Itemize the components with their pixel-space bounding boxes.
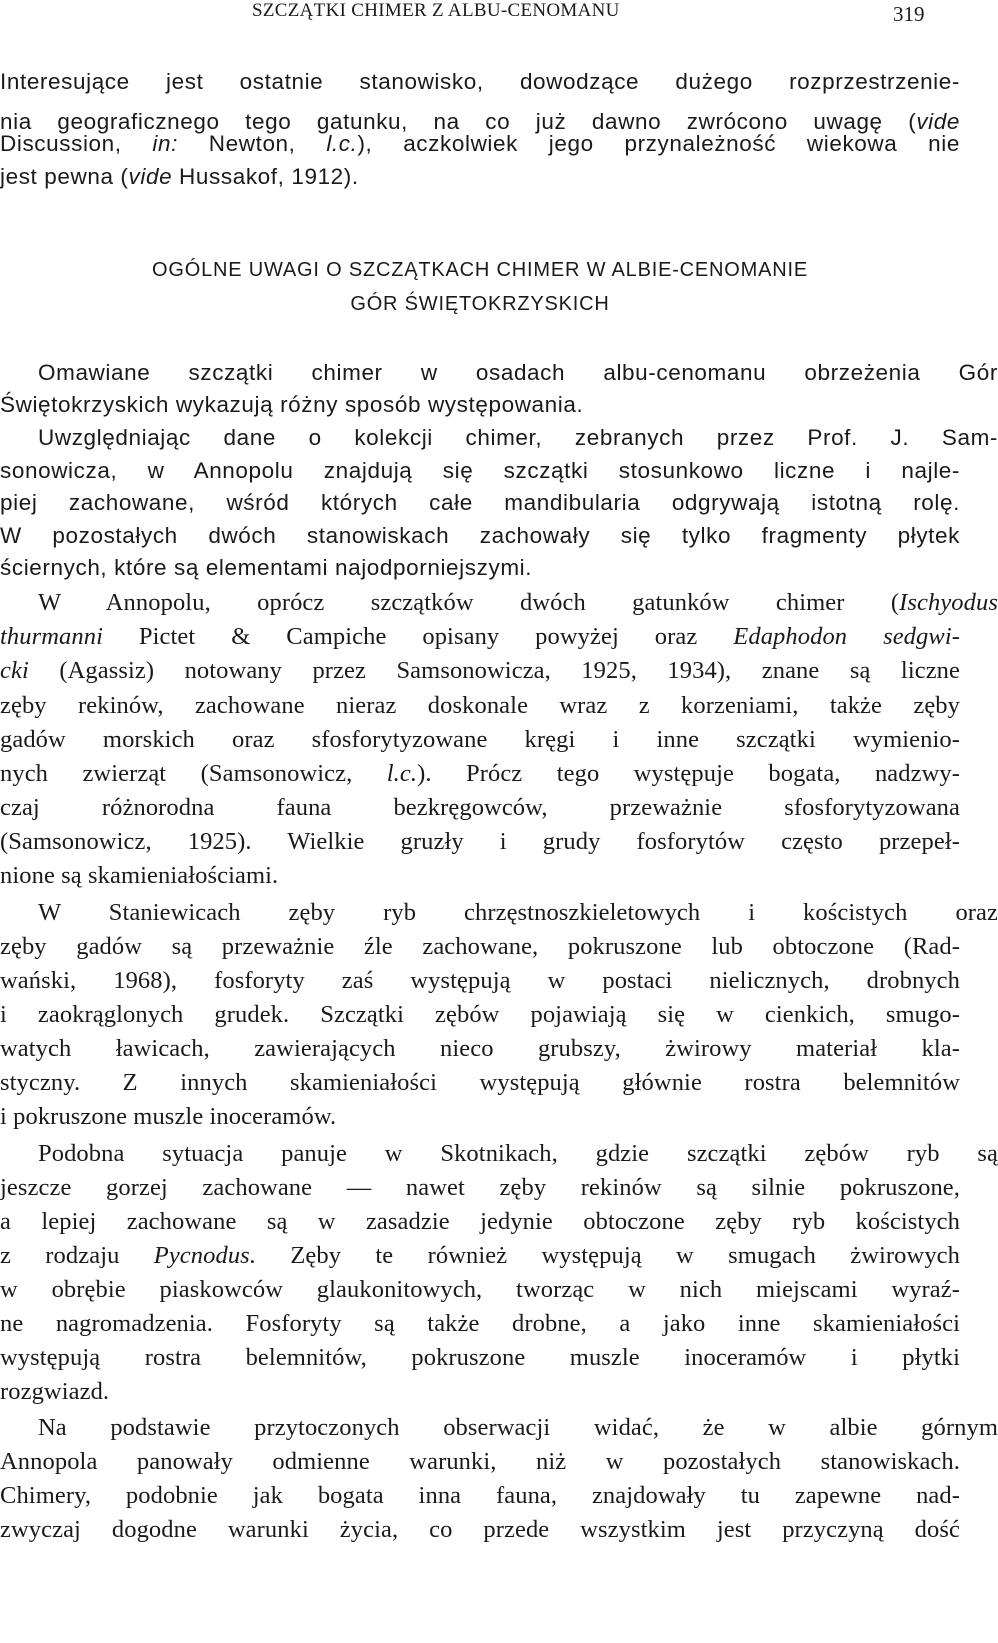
- text-line: występują rostra belemnitów, pokruszone muszle inoceramów i płytki: [0, 1344, 960, 1371]
- text-line: jeszcze gorzej zachowane — nawet zęby rekinów są silnie pokruszone,: [0, 1174, 960, 1201]
- text-line: Interesujące jest ostatnie stanowisko, dowodzące dużego rozprzestrzenie-: [0, 69, 960, 94]
- text-line: (Samsonowicz, 1925). Wielkie gruzły i grudy fosforytów często przepeł-: [0, 828, 960, 855]
- text-line: Na podstawie przytoczonych obserwacji widać, że w albie górnym: [38, 1414, 998, 1441]
- text-line: nia geograficznego tego gatunku, na co już dawno zwrócono uwagę (vide: [0, 109, 960, 134]
- text-line: Discussion, in: Newton, l.c.), aczkolwiek jego przynależność wiekowa nie: [0, 131, 960, 156]
- text-line: gadów morskich oraz sfosforytyzowane kręgi i inne szczątki wymienio-: [0, 726, 960, 753]
- text-line: sonowicza, w Annopolu znajdują się szczątki stosunkowo liczne i najle-: [0, 458, 960, 483]
- italic-term: l.c.: [326, 131, 358, 156]
- text-line: Omawiane szczątki chimer w osadach albu-cenomanu obrzeżenia Gór: [38, 360, 998, 385]
- text-line: z rodzaju Pycnodus. Zęby te również występują w smugach żwirowych: [0, 1242, 960, 1269]
- italic-term: Pycnodus.: [153, 1242, 257, 1269]
- running-head: [0, 0, 960, 30]
- text-line: Chimery, podobnie jak bogata inna fauna, znajdowały tu zapewne nad-: [0, 1482, 960, 1509]
- text-line: ne nagromadzenia. Fosforyty są także drobne, a jako inne skamieniałości: [0, 1310, 960, 1337]
- text-line: jest pewna (vide Hussakof, 1912).: [0, 164, 359, 189]
- text-line: zwyczaj dogodne warunki życia, co przede wszystkim jest przyczyną dość: [0, 1516, 960, 1543]
- text-line: W pozostałych dwóch stanowiskach zachowały się tylko fragmenty płytek: [0, 523, 960, 548]
- text-line: w obrębie piaskowców glaukonitowych, tworząc w nich miejscami wyraź-: [0, 1276, 960, 1303]
- italic-term: Edaphodon sedgwi-: [733, 623, 960, 650]
- text-line: Podobna sytuacja panuje w Skotnikach, gdzie szczątki zębów ryb są: [38, 1140, 998, 1167]
- text-line: czaj różnorodna fauna bezkręgowców, przeważnie sfosforytyzowana: [0, 794, 960, 821]
- text-line: i pokruszone muszle inoceramów.: [0, 1103, 337, 1130]
- section-heading-line2: GÓR ŚWIĘTOKRZYSKICH: [350, 293, 610, 315]
- text-line: Uwzględniając dane o kolekcji chimer, zebranych przez Prof. J. Sam-: [38, 425, 998, 450]
- text-line: cki (Agassiz) notowany przez Samsonowicza, 1925, 1934), znane są liczne: [0, 657, 960, 684]
- italic-term: Ischyodus: [899, 589, 998, 616]
- text-line: nych zwierząt (Samsonowicz, l.c.). Prócz tego występuje bogata, nadzwy-: [0, 760, 960, 787]
- italic-term: cki: [0, 657, 29, 684]
- text-line: zęby rekinów, zachowane nieraz doskonale wraz z korzeniami, także zęby: [0, 692, 960, 719]
- text-line: zęby gadów są przeważnie źle zachowane, pokruszone lub obtoczone (Rad-: [0, 933, 960, 960]
- italic-term: vide: [916, 109, 960, 134]
- text-line: i zaokrąglonych grudek. Szczątki zębów pojawiają się w cienkich, smugo-: [0, 1001, 960, 1028]
- text-line: Świętokrzyskich wykazują różny sposób występowania.: [0, 392, 584, 417]
- section-heading-line1: OGÓLNE UWAGI O SZCZĄTKACH CHIMER W ALBIE-CENOMANIE: [152, 259, 808, 281]
- text-line: wański, 1968), fosforyty zaś występują w postaci nielicznych, drobnych: [0, 967, 960, 994]
- text-line: thurmanni Pictet & Campiche opisany powyżej oraz Edaphodon sedgwi-: [0, 623, 960, 650]
- text-line: a lepiej zachowane są w zasadzie jedynie obtoczone zęby ryb kościstych: [0, 1208, 960, 1235]
- text-line: W Annopolu, oprócz szczątków dwóch gatunków chimer (Ischyodus: [38, 589, 998, 616]
- text-line: nione są skamieniałościami.: [0, 862, 279, 889]
- text-line: styczny. Z innych skamieniałości występują głównie rostra belemnitów: [0, 1069, 960, 1096]
- text-line: ściernych, które są elementami najodporniejszymi.: [0, 555, 533, 580]
- italic-term: l.c.: [386, 760, 418, 787]
- italic-term: vide: [128, 164, 173, 189]
- text-line: piej zachowane, wśród których całe mandibularia odgrywają istotną rolę.: [0, 490, 960, 515]
- italic-term: in:: [152, 131, 178, 156]
- text-line: Annopola panowały odmienne warunki, niż w pozostałych stanowiskach.: [0, 1448, 960, 1475]
- text-line: watych ławicach, zawierających nieco grubszy, żwirowy materiał kla-: [0, 1035, 960, 1062]
- italic-term: thurmanni: [0, 623, 103, 650]
- text-line: rozgwiazd.: [0, 1378, 110, 1405]
- running-title: SZCZĄTKI CHIMER Z ALBU-CENOMANU: [252, 0, 620, 21]
- page-number: 319: [893, 2, 925, 26]
- text-line: W Staniewicach zęby ryb chrzęstnoszkieletowych i kościstych oraz: [38, 899, 998, 926]
